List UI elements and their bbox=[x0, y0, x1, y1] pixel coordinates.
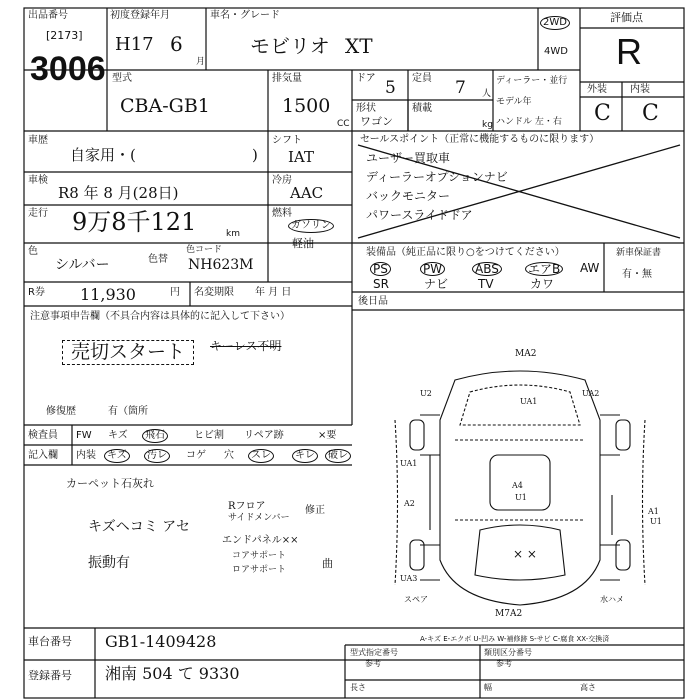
shift-label: シフト bbox=[272, 135, 302, 146]
equip-navi: ナビ bbox=[424, 277, 449, 291]
equip-tv: TV bbox=[478, 277, 494, 291]
fuel-gas: ガソリン bbox=[288, 219, 334, 233]
sales-point-1: ユーザー買取車 bbox=[366, 151, 451, 165]
interior-grade: C bbox=[642, 101, 659, 126]
repair-label: 修復歴 bbox=[46, 406, 76, 417]
model-year-label: モデル年 bbox=[496, 97, 532, 107]
row1-item-2: 飛石 bbox=[142, 429, 168, 443]
exterior-grade: C bbox=[594, 101, 611, 126]
length-label: 長さ bbox=[350, 683, 366, 692]
diagram-legend: A-キズ E-エクボ U-凹み W-補修跡 S-サビ C-腐食 XX-交換済 bbox=[420, 635, 610, 643]
recycle-label: R券 bbox=[28, 287, 45, 298]
sales-points-label: セールスポイント（正常に機能するものに限ります） bbox=[360, 134, 600, 145]
shape: ワゴン bbox=[360, 115, 393, 128]
diagram-mark-2: U2 bbox=[420, 389, 432, 398]
row1-item-3: ヒビ割 bbox=[194, 430, 224, 441]
yen-unit: 円 bbox=[170, 287, 180, 298]
diagram-mark-3: UA1 bbox=[520, 397, 538, 406]
diagram-mark-6: A4 bbox=[512, 481, 523, 490]
displacement: 1500 bbox=[282, 95, 331, 117]
color-change-label: 色替 bbox=[148, 254, 168, 265]
category-label: 類別区分番号 bbox=[484, 648, 532, 657]
shape-label: 形状 bbox=[356, 103, 376, 114]
handle-label: ハンドル 左・右 bbox=[496, 117, 562, 127]
notes-label: 注意事項申告欄（不具合内容は具体的に記入して下さい） bbox=[30, 311, 290, 322]
shift-value: IAT bbox=[288, 148, 314, 166]
diagram-mark-1: MA2 bbox=[515, 349, 537, 359]
row2-item-1: キズ bbox=[104, 449, 130, 463]
month-unit: 月 bbox=[196, 57, 206, 67]
drive-2wd: 2WD bbox=[540, 16, 570, 30]
cc-unit: CC bbox=[337, 119, 350, 129]
sales-point-3: バックモニター bbox=[366, 189, 451, 203]
reg-value: 湘南 504 て 9330 bbox=[105, 664, 240, 683]
fuel-label: 燃料 bbox=[272, 208, 292, 219]
row2-prefix: 内装 bbox=[76, 450, 96, 461]
chassis-label: 車台番号 bbox=[28, 635, 72, 648]
row2-item-2: 汚レ bbox=[144, 449, 170, 463]
color-value: シルバー bbox=[55, 257, 110, 273]
sales-point-4: パワースライドドア bbox=[366, 208, 473, 222]
fuel-diesel: 軽油 bbox=[292, 237, 314, 250]
diagram-mark-8: A1 bbox=[648, 507, 659, 516]
reg-label: 登録番号 bbox=[28, 669, 72, 682]
eval-label: 評価点 bbox=[610, 11, 643, 24]
inspector-note-r5: コアサポート bbox=[232, 551, 287, 561]
capacity-label: 定員 bbox=[412, 73, 432, 84]
row1-item-1: キズ bbox=[108, 430, 128, 441]
name-change-label: 名変期限 bbox=[194, 287, 234, 298]
row2-item-7: 破レ bbox=[325, 449, 351, 463]
designation-label: 型式指定番号 bbox=[350, 648, 398, 657]
warranty-label: 新車保証書 bbox=[616, 248, 662, 258]
equip-abs: ABS bbox=[472, 262, 502, 276]
equip-sr: SR bbox=[373, 277, 389, 291]
lot-number: 3006 bbox=[30, 50, 106, 88]
km-unit: km bbox=[226, 229, 240, 239]
lot-label: 出品番号 bbox=[28, 10, 68, 21]
equip-aw: AW bbox=[580, 261, 600, 275]
diagram-mark-11: スペア bbox=[404, 595, 428, 604]
person-unit: 人 bbox=[482, 89, 492, 99]
later-label: 後日品 bbox=[358, 296, 388, 307]
color-label: 色 bbox=[28, 246, 38, 257]
diagram-mark-9: U1 bbox=[650, 517, 662, 526]
sales-point-2: ディーラーオプションナビ bbox=[366, 170, 508, 184]
interior-label: 内装 bbox=[630, 84, 650, 95]
car-name: モビリオ bbox=[250, 34, 330, 58]
inspector-note-r6: ロアサポート bbox=[232, 565, 287, 575]
first-reg-month: 6 bbox=[170, 32, 183, 56]
diagram-mark-10: UA3 bbox=[400, 574, 418, 583]
grade: XT bbox=[345, 34, 373, 58]
height-label: 高さ bbox=[580, 683, 596, 692]
history-close-paren: ) bbox=[252, 146, 258, 164]
warranty-value: 有・無 bbox=[622, 269, 652, 280]
kg-unit: kg bbox=[482, 120, 493, 130]
equip-airbag: エアB bbox=[525, 262, 563, 276]
writer-label: 記入欄 bbox=[28, 450, 58, 461]
diagram-mark-5: A2 bbox=[404, 499, 415, 508]
history-value: 自家用・( bbox=[70, 146, 136, 164]
designation-ref: 参考 bbox=[365, 659, 381, 668]
inspector-note-3: 振動有 bbox=[88, 555, 130, 571]
lot-code: [2173] bbox=[46, 29, 83, 42]
row1-item-4: リペア跡 bbox=[244, 430, 284, 441]
diagram-mark-x: × × bbox=[513, 547, 537, 561]
inspection-label: 車検 bbox=[28, 175, 48, 186]
repair-value: 有（箇所 bbox=[108, 406, 148, 417]
row2-item-3: コゲ bbox=[186, 450, 206, 461]
name-change-value: 年 月 日 bbox=[255, 287, 292, 298]
model-code: CBA-GB1 bbox=[120, 95, 210, 117]
inspector-label: 検査員 bbox=[28, 430, 58, 441]
row1-prefix: FW bbox=[76, 430, 92, 441]
ac-label: 冷房 bbox=[272, 175, 292, 186]
equipment-label: 装備品（純正品に限り○をつけてください） bbox=[366, 247, 565, 258]
row2-item-5: スレ bbox=[248, 449, 274, 463]
width-label: 幅 bbox=[484, 683, 492, 692]
ac-value: AAC bbox=[290, 184, 324, 202]
notes-struck: キーレス不明 bbox=[210, 339, 282, 353]
doors-label: ドア bbox=[356, 73, 376, 84]
diagram-mark-7: U1 bbox=[515, 493, 527, 502]
inspector-note-r2: サイドメンバー bbox=[228, 513, 290, 523]
diagram-mark-12: 水ハメ bbox=[600, 595, 624, 604]
model-label: 型式 bbox=[112, 73, 132, 84]
exterior-label: 外装 bbox=[587, 84, 607, 95]
first-reg-label: 初度登録年月 bbox=[110, 10, 170, 21]
doors: 5 bbox=[385, 78, 396, 98]
inspector-note-r3: 修正 bbox=[305, 505, 325, 516]
history-label: 車歴 bbox=[28, 135, 48, 146]
color-code: NH623M bbox=[188, 257, 254, 273]
drive-4wd: 4WD bbox=[544, 46, 568, 57]
eval-score: R bbox=[616, 31, 642, 72]
inspector-note-r7: 曲 bbox=[322, 557, 333, 570]
diagram-mark-4: UA1 bbox=[400, 459, 418, 468]
inspector-note-r1: Rフロア bbox=[228, 501, 266, 512]
inspector-note-r4: エンドパネル×× bbox=[222, 535, 299, 546]
row1-item-5: ×要 bbox=[318, 430, 337, 441]
capacity: 7 bbox=[455, 78, 466, 98]
color-code-label: 色コード bbox=[186, 245, 223, 255]
chassis-value: GB1-1409428 bbox=[105, 632, 217, 651]
inspector-note-1: カーペット石灰れ bbox=[66, 477, 154, 490]
inspector-note-2: キズヘコミ アセ bbox=[88, 519, 191, 535]
name-label: 車名・グレード bbox=[210, 10, 280, 21]
diagram-mark-14: UA2 bbox=[582, 389, 600, 398]
row2-item-4: 穴 bbox=[224, 450, 234, 461]
displacement-label: 排気量 bbox=[272, 73, 302, 84]
first-reg-year: H17 bbox=[115, 34, 154, 55]
load-label: 積載 bbox=[412, 103, 432, 114]
equip-leather: カワ bbox=[530, 277, 555, 291]
inspection-value: R8 年 8 月(28日) bbox=[58, 184, 179, 202]
dealer-label: ディーラー・並行 bbox=[496, 76, 568, 86]
row2-item-6: キレ bbox=[292, 449, 318, 463]
recycle-value: 11,930 bbox=[80, 285, 136, 304]
mileage-value: 9万8千121 bbox=[72, 208, 197, 236]
equip-ps: PS bbox=[370, 262, 391, 276]
mileage-label: 走行 bbox=[28, 208, 48, 219]
notes-value: 売切スタート bbox=[62, 340, 194, 365]
diagram-mark-13: M7A2 bbox=[495, 609, 523, 619]
category-ref: 参考 bbox=[496, 659, 512, 668]
equip-pw: PW bbox=[420, 262, 445, 276]
